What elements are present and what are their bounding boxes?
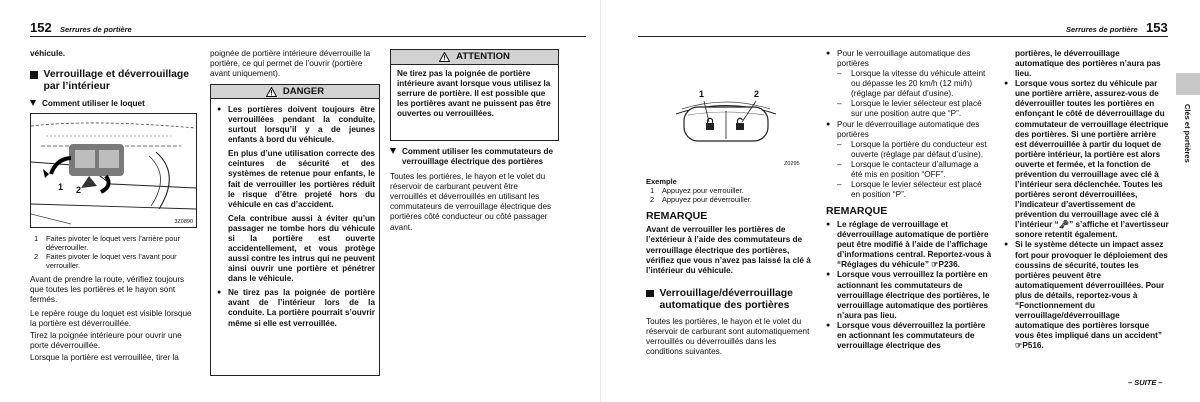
warning-triangle-icon	[439, 52, 450, 62]
left-column-2	[210, 49, 378, 79]
dash-item: – Lorsque la vitesse du véhicule atteint ou dépasse les 20 km/h (12 mi/h) (réglage par défaut d’usine).	[837, 69, 986, 99]
remark-item: ● Lorsque vous déverrouillez la portière en actionnant les commutateurs de verrouillage électrique des	[826, 320, 986, 351]
right-column-1	[646, 49, 813, 357]
paragraph: Le repère rouge du loquet est visible lorsque la portière est déverrouillée.	[30, 308, 192, 328]
step-item: 1 Faites pivoter le loquet vers l’arrière pour déverrouiller.	[34, 234, 180, 253]
figure-steps	[30, 234, 198, 270]
step-item: 1 Appuyez pour verrouiller.	[650, 186, 744, 196]
danger-item-continued: En plus d’une utilisation correcte des ceintures de sécurité et des systèmes de retenue pour enfants, le fait de verrouiller les portières réduit le risque d’être projeté hors du véhicule en cas d’accident.	[228, 149, 375, 209]
power-lock-switch-illustration	[646, 49, 806, 175]
left-column-1	[30, 49, 198, 363]
dash-item: – Lorsque le levier sélecteur est placé sur une position autre que “P”.	[837, 99, 982, 119]
auto-unlock-list	[826, 140, 992, 200]
col-lead-text: véhicule.	[30, 49, 66, 58]
attention-box	[390, 49, 559, 141]
example-label: Exemple	[646, 177, 677, 186]
right-column-2	[826, 49, 992, 351]
col-lead-text: portières, le déverrouillage automatique des portières n’aura pas lieu.	[1015, 49, 1161, 79]
col-lead-text: poignée de portière intérieure déverrouille la portière, ce qui permet de l’ouvrir (portière avant uniquement).	[210, 49, 371, 79]
remark-item: ● Si le système détecte un impact assez fort pour provoquer le déploiement des coussins de sécurité, toutes les portières peuvent être automatiquement déverrouillées. Pour plus de détails, reportez-vous à “Fonctionnement du verrouillage/déverrouillage automatique des portières lorsque vous êtes impliqué dans un accident” ☞P516.	[1004, 240, 1168, 351]
remark-heading: REMARQUE	[826, 205, 888, 218]
side-tab-label: Clés et portières	[1183, 104, 1192, 163]
switch-figure	[646, 49, 806, 175]
paragraph: Toutes les portières, le hayon et le volet du réservoir de carburant sont automatiquement verrouillés ou déverrouillés dans les conditions suivantes.	[646, 316, 810, 356]
warning-triangle-icon	[266, 87, 277, 97]
dash-item: – Lorsque la portière du conducteur est ouverte (réglage par défaut d’usine).	[837, 139, 987, 159]
figure-code: Z0295	[784, 161, 800, 167]
danger-item-continued: Cela contribue aussi à éviter qu’un passager ne tombe hors du véhicule si la portière est ouverte accidentellement, et vous protège aussi contre les intrus qui ne peuvent ainsi ouvrir une portière et pénétrer dans le véhicule.	[228, 213, 375, 284]
left-page-number: 152	[30, 20, 52, 35]
side-tab	[1176, 73, 1200, 95]
triangle-down-icon	[390, 148, 396, 154]
paragraph: Lorsque la portière est verrouillée, tirer la	[30, 353, 179, 363]
door-latch-illustration	[31, 114, 196, 227]
remark-item: ● Lorsque vous sortez du véhicule par une portière arrière, assurez-vous de déverrouiller toutes les portières en enfonçant le côté de déverrouillage du commutateur de verrouillage électrique des portières. Si une portière arrière est déverrouillée à partir du loquet de portière intérieur, la portière est alors ouverte et fermée, et la fonction de prévention du verrouillage avec clé à l’intérieur sera déclenchée. Toutes les portières seront déverrouillées, l’indicateur d’avertissement de prévention du verrouillage avec clé à l’intérieur “🗝” s’affiche et l’avertisseur sonore retentit également.	[1004, 79, 1169, 240]
section-square-icon	[30, 71, 38, 79]
auto-lock-bullet: ● Pour le verrouillage automatique des portières	[826, 49, 971, 69]
step-item: 2 Appuyez pour déverrouiller.	[650, 195, 752, 205]
section-square-icon	[646, 290, 654, 298]
remark-item: ● Lorsque vous verrouillez la portière en actionnant les commutateurs de verrouillage électrique des portières, le verrouillage automatique des portières n’aura pas lieu.	[826, 270, 990, 320]
paragraph: Toutes les portières, le hayon et le volet du réservoir de carburant peuvent être verrouillés et déverrouillés en utilisant les commutateurs de verrouillage électrique des portières côté conducteur ou côté passager avant.	[390, 172, 552, 232]
subhead-loquet: Comment utiliser le loquet	[30, 99, 198, 109]
remark-text: Avant de verrouiller les portières de l’extérieur à l’aide des commutateurs de verrouillage électrique des portières, vérifiez que vous n’avez pas laissé la clé à l’intérieur du véhicule.	[646, 225, 811, 275]
danger-item: ● Les portières doivent toujours être verrouillées pendant la conduite, surtout lorsqu’il y a de jeunes enfants à bord du véhicule.	[217, 105, 375, 145]
remark-heading: REMARQUE	[646, 210, 708, 223]
paragraph: Tirez la poignée intérieure pour ouvrir une porte déverrouillée.	[30, 330, 182, 350]
figure-label-1: 1	[699, 89, 705, 99]
left-header-rule	[30, 36, 586, 37]
right-page-number: 153	[1146, 20, 1168, 35]
remark-item: ● Le réglage de verrouillage et déverrouillage automatique de portière peut être modifié à l’aide de l’affichage d’informations central. Reportez-vous à “Réglages du véhicule” ☞P236.	[826, 220, 992, 270]
dash-item: – Lorsque le contacteur d’allumage a été mis en position “OFF”.	[837, 159, 979, 179]
figure-steps	[646, 186, 813, 204]
attention-header: ATTENTION	[391, 50, 558, 65]
page-gutter	[600, 0, 601, 402]
remark-list	[826, 220, 992, 351]
triangle-down-icon	[30, 100, 36, 106]
danger-body	[217, 105, 375, 329]
left-running-title: Serrures de portière	[60, 25, 132, 34]
dash-item: – Lorsque le levier sélecteur est placé en position “P”.	[837, 180, 982, 200]
attention-text: Ne tirez pas la poignée de portière intérieure avant lorsque vous utilisez la serrure de portière. Il est possible que les portières avant ne puissent pas être ouvertes ou verrouillées.	[397, 69, 551, 119]
danger-item: ● Ne tirez pas la poignée de portière avant de l’intérieur lors de la conduite. La portière pourrait s’ouvrir même si elle est verrouillée.	[217, 288, 375, 328]
figure-label-1: 1	[58, 182, 64, 193]
continued-footer: – SUITE –	[1128, 378, 1163, 387]
auto-lock-list	[826, 69, 992, 119]
paragraph: Avant de prendre la route, vérifiez toujours que toutes les portières et le hayon sont fermés.	[30, 274, 185, 304]
door-latch-figure	[30, 113, 197, 228]
section-title-auto-lock: Verrouillage/déverrouillage automatique des portières	[646, 288, 813, 312]
danger-box	[210, 84, 380, 376]
left-column-3	[390, 147, 557, 233]
right-running-title: Serrures de portière	[1066, 25, 1138, 34]
figure-label-2: 2	[754, 89, 760, 99]
right-column-3	[1004, 49, 1170, 351]
subhead-power-lock-switches: Comment utiliser les commutateurs de verrouillage électrique des portières	[390, 147, 557, 167]
figure-code: 3Z0890	[174, 219, 193, 226]
section-title-interior-lock: Verrouillage et déverrouillage par l’intérieur	[30, 69, 198, 93]
step-item: 2 Faites pivoter le loquet vers l’avant pour verrouiller.	[34, 252, 177, 271]
auto-unlock-bullet: ● Pour le déverrouillage automatique des portières	[826, 119, 980, 139]
right-header-rule	[638, 36, 1168, 37]
danger-header: DANGER	[211, 85, 379, 99]
figure-label-2: 2	[76, 185, 82, 196]
